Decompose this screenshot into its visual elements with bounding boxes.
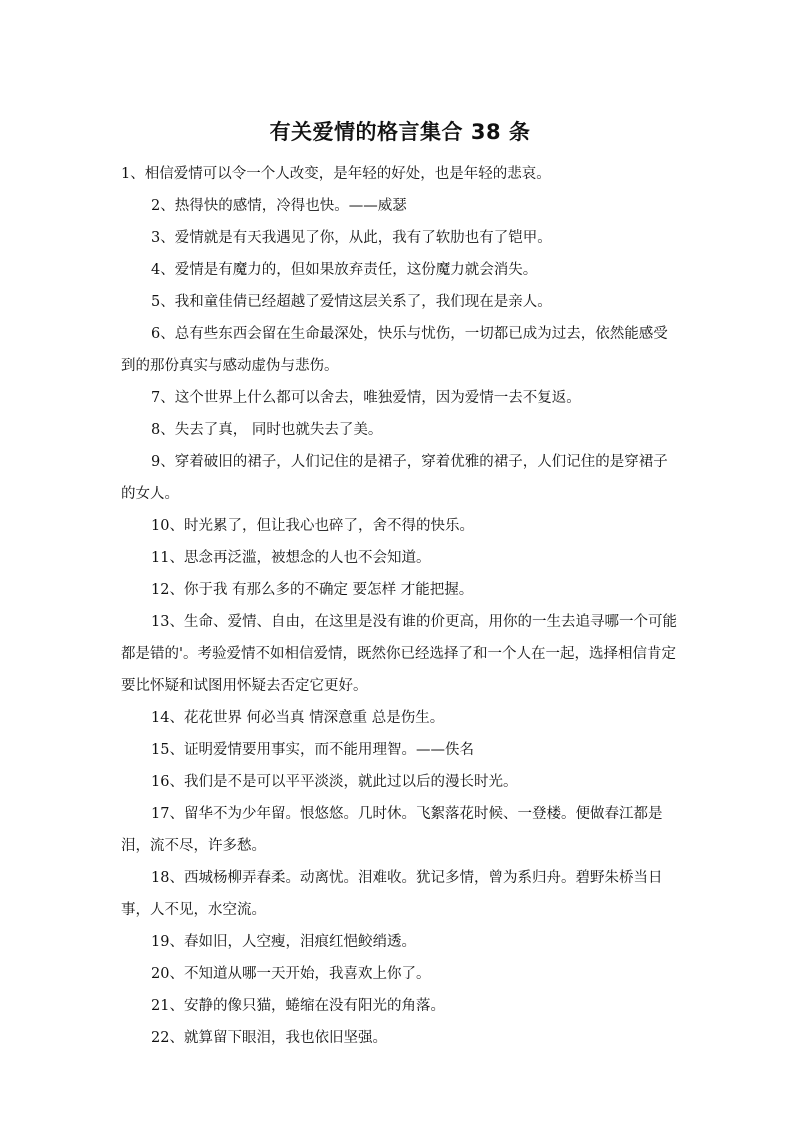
document-title: 有关爱情的格言集合 38 条 <box>269 120 531 144</box>
quote-item-21: 21、安静的像只猫，蜷缩在没有阳光的角落。 <box>151 998 445 1014</box>
quote-item-18: 18、西城杨柳弄春柔。动离忧。泪难收。犹记多情，曾为系归舟。碧野朱桥当日事，人不见，水空流。 <box>121 870 663 918</box>
quote-item-16: 16、我们是不是可以平平淡淡，就此过以后的漫长时光。 <box>151 774 518 790</box>
quote-item-5: 5、我和童佳倩已经超越了爱情这层关系了，我们现在是亲人。 <box>151 294 552 310</box>
quote-list <box>121 158 681 1054</box>
quote-item-7: 7、这个世界上什么都可以舍去，唯独爱情，因为爱情一去不复返。 <box>151 390 581 406</box>
quote-item-13: 13、生命、爱情、自由，在这里是没有谁的价更高，用你的一生去追寻哪一个可能都是错的'。考验爱情不如相信爱情，既然你已经选择了和一个人在一起，选择相信肯定要比怀疑和试图用怀疑去否定它更好。 <box>121 614 677 694</box>
quote-item-14: 14、花花世界 何必当真 情深意重 总是伤生。 <box>151 710 445 726</box>
quote-item-19: 19、春如旧，人空瘦，泪痕红悒鲛绡透。 <box>151 934 416 950</box>
quote-item-2: 2、热得快的感情，冷得也快。——威瑟 <box>151 198 407 214</box>
quote-item-4: 4、爱情是有魔力的，但如果放弃责任，这份魔力就会消失。 <box>151 262 538 278</box>
quote-item-8: 8、失去了真， 同时也就失去了美。 <box>151 422 383 438</box>
quote-item-15: 15、证明爱情要用事实，而不能用理智。——佚名 <box>151 742 474 758</box>
quote-item-20: 20、不知道从哪一天开始，我喜欢上你了。 <box>151 966 431 982</box>
quote-item-11: 11、思念再泛滥，被想念的人也不会知道。 <box>151 550 431 566</box>
quote-item-6: 6、总有些东西会留在生命最深处，快乐与忧伤，一切都已成为过去，依然能感受到的那份真实与感动虚伪与悲伤。 <box>121 326 668 374</box>
quote-item-12: 12、你于我 有那么多的不确定 要怎样 才能把握。 <box>151 582 474 598</box>
quote-item-1: 1、相信爱情可以令一个人改变，是年轻的好处，也是年轻的悲哀。 <box>121 166 551 182</box>
quote-item-10: 10、时光累了，但让我心也碎了，舍不得的快乐。 <box>151 518 474 534</box>
quote-item-9: 9、穿着破旧的裙子，人们记住的是裙子，穿着优雅的裙子，人们记住的是穿裙子的女人。 <box>121 454 668 502</box>
quote-item-22: 22、就算留下眼泪，我也依旧坚强。 <box>151 1030 387 1046</box>
quote-item-3: 3、爱情就是有天我遇见了你，从此，我有了软肋也有了铠甲。 <box>151 230 552 246</box>
quote-item-17: 17、留华不为少年留。恨悠悠。几时休。飞絮落花时候、一登楼。便做春江都是泪，流不尽，许多愁。 <box>121 806 663 854</box>
